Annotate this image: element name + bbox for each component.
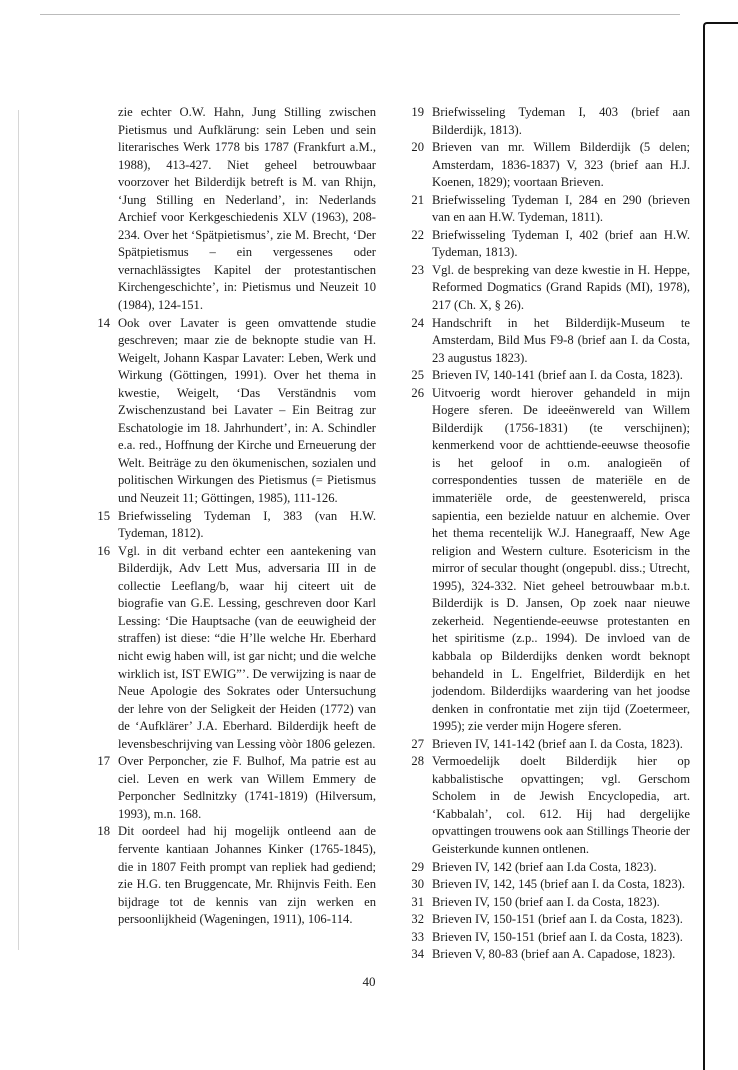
footnote-number: 34 <box>411 947 424 962</box>
footnote-text: Brieven IV, 142 (brief aan I.da Costa, 1823). <box>432 859 657 874</box>
footnote-number: 28 <box>411 754 424 769</box>
footnote-text: Brieven V, 80-83 (brief aan A. Capadose, 1823). <box>432 947 676 962</box>
footnote-number: 31 <box>411 894 424 909</box>
page-number: 40 <box>362 974 376 989</box>
footnote-number: 29 <box>411 859 424 874</box>
footnote-16 <box>86 543 376 754</box>
footnotes-left-column <box>86 104 376 929</box>
footnote-number: 23 <box>411 262 424 277</box>
footnote-15 <box>86 508 376 543</box>
footnote-21 <box>400 192 690 227</box>
footnote-text: Briefwisseling Tydeman I, 403 (brief aan Bilderdijk, 1813). <box>432 105 690 137</box>
footnote-number: 22 <box>411 227 424 242</box>
footnote-text: Handschrift in het Bilderdijk-Museum te Amsterdam, Bild Mus F9-8 (brief aan I. da Costa, 23 augustus 1823). <box>432 315 690 365</box>
footnote-27 <box>400 736 690 754</box>
footnote-number: 24 <box>411 315 424 330</box>
footnote-number: 27 <box>411 736 424 751</box>
scan-edge-left <box>18 110 19 950</box>
footnote-number: 20 <box>411 140 424 155</box>
footnote-23 <box>400 262 690 315</box>
footnote-17 <box>86 753 376 823</box>
footnote-14 <box>86 315 376 508</box>
footnote-number: 25 <box>411 368 424 383</box>
footnote-number: 18 <box>97 824 110 839</box>
footnote-text: Brieven IV, 150 (brief aan I. da Costa, 1823). <box>432 894 660 909</box>
footnote-number: 21 <box>411 192 424 207</box>
footnote-text: zie echter O.W. Hahn, Jung Stilling zwischen Pietismus und Aufklärung: sein Leben und sein literarisches Werk 1778 bis 1787 (Frankfurt a.M., 1988), 413-427. Niet geheel betrouwbaar voorzover het Bilderdijk betreft is M. van Rhijn, ‘Jung Stilling en Nederland’, in: Nederlands Archief voor Kerkgeschiedenis XLV (1963), 208-234. Over het ‘Spätpietismus’, zie M. Brecht, ‘Der Spätpietismus – ein vergessenes oder vernachlässigtes Kapitel der protestantischen Kirchengeschichte’, in: Pietismus und Neuzeit 10 (1984), 124-151. <box>118 105 376 313</box>
footnote-number: 17 <box>97 754 110 769</box>
footnote-number: 14 <box>97 315 110 330</box>
footnote-22 <box>400 227 690 262</box>
scan-edge-top <box>40 14 680 15</box>
footnote-25 <box>400 367 690 385</box>
page-corner-shadow <box>703 22 738 1070</box>
footnote-20 <box>400 139 690 192</box>
footnote-18 <box>86 823 376 928</box>
footnote-text: Brieven IV, 150-151 (brief aan I. da Costa, 1823). <box>432 929 683 944</box>
footnote-19 <box>400 104 690 139</box>
footnote-text: Vgl. in dit verband echter een aantekening van Bilderdijk, Adv Lett Mus, adversaria III in de collectie Leeflang/b, waar hij citeert uit de biografie van G.E. Lessing, geschreven door Karl Lessing: ‘Die Hauptsache (van de eeuwigheid der straffen) ist diese: “die H’lle welche Hr. Eberhard nicht ewig haben will, ist gar nicht; und die welche wirklich ist, IST EWIG”’. De verwijzing is naar de Neue Apologie des Sokrates oder Untersuchung der lehre von der Seligkeit der Heiden (1772) van de ‘Aufklärer’ J.A. Eberhard. Bilderdijk heeft de levensbeschrijving van Lessing vòòr 1806 gelezen. <box>118 543 376 751</box>
footnote-text: Brieven IV, 141-142 (brief aan I. da Costa, 1823). <box>432 736 683 751</box>
footnote-text: Brieven IV, 140-141 (brief aan I. da Costa, 1823). <box>432 368 683 383</box>
footnote-number: 16 <box>97 543 110 558</box>
footnote-number: 30 <box>411 877 424 892</box>
footnote-text: Dit oordeel had hij mogelijk ontleend aan de fervente kantiaan Johannes Kinker (1765-1845), die in 1807 Feith prompt van repliek had gediend; zie H.G. ten Bruggencate, Mr. Rhijnvis Feith. Een bijdrage tot de kennis van zijn werken en persoonlijkheid (Wageningen, 1911), 106-114. <box>118 824 376 927</box>
footnote-text: Briefwisseling Tydeman I, 284 en 290 (brieven van en aan H.W. Tydeman, 1811). <box>432 192 690 225</box>
footnote-26 <box>400 385 690 736</box>
footnote-text: Over Perponcher, zie F. Bulhof, Ma patrie est au ciel. Leven en werk van Willem Emmery de Perponcher Sedlnitzky (1741-1819) (Hilversum, 1993), m.n. 168. <box>118 754 376 821</box>
footnote-text: Brieven IV, 142, 145 (brief aan I. da Costa, 1823). <box>432 877 685 892</box>
footnote-30 <box>400 876 690 894</box>
footnote-34 <box>400 946 690 964</box>
footnote-13-continuation <box>86 104 376 315</box>
footnote-24 <box>400 315 690 368</box>
footnote-33 <box>400 929 690 947</box>
footnote-text: Ook over Lavater is geen omvattende studie geschreven; maar zie de beknopte studie van H. Weigelt, Johann Kaspar Lavater: Leben, Werk und Wirkung (Göttingen, 1991). Over het thema in kwestie, Weigelt, ‘Das Verständnis vom Zwischenzustand bei Lavater – Ein Beitrag zur Eschatologie im 18. Jahrhundert’, in: A. Schindler e.a. red., Hoffnung der Kirche und Erneuerung der Welt. Beiträge zu den ökumenischen, sozialen und politischen Wirkungen des Pietismus (= Pietismus und Neuzeit 11; Göttingen, 1985), 111-126. <box>118 315 376 506</box>
footnote-29 <box>400 859 690 877</box>
footnote-32 <box>400 911 690 929</box>
footnote-text: Vgl. de bespreking van deze kwestie in H. Heppe, Reformed Dogmatics (Grand Rapids (MI), 1978), 217 (Ch. X, § 26). <box>432 262 690 313</box>
footnote-text: Vermoedelijk doelt Bilderdijk hier op kabbalistische opvattingen; vgl. Gerschom Scholem in de Jewish Encyclopedia, art. ‘Kabbalah’, col. 612. Hij had dergelijke opvattingen trouwens ook aan Stillings Theorie der Geisterkunde kunnen ontlenen. <box>432 754 690 856</box>
footnote-text: Uitvoerig wordt hierover gehandeld in mijn Hogere sferen. De ideeënwereld van Willem Bilderdijk (1756-1831) (te verschijnen); kenmerkend voor de achttiende-eeuwse theosofie is het geloof in o.m. analogieën of correspondenties tussen de materiële en de immateriële orde, de geestenwereld, prisca sapientia, een bezielde natuur en alchemie. Over het thema recentelijk W.J. Hanegraaff, New Age religion and Western culture. Esotericism in the mirror of secular thought (ongepubl. diss.; Utrecht, 1995), 324-332. Niet geheel betrouwbaar m.b.t. Bilderdijk is D. Jansen, Op zoek naar nieuwe zekerheid. Negentiende-eeuwse protestanten en het spiritisme (z.p.. 1994). De invloed van de kabbala op Bilderdijks denken wordt beknopt behandeld in L. Engelfriet, Bilderdijk en het jodendom. Bilderdijks waardering van het joodse denken in confrontatie met zijn tijd (Zoetermeer, 1995); zie verder mijn Hogere sferen. <box>432 385 690 734</box>
footnote-number: 19 <box>411 105 424 119</box>
footnote-28 <box>400 753 690 858</box>
footnote-text: Brieven van mr. Willem Bilderdijk (5 delen; Amsterdam, 1836-1837) V, 323 (brief aan H.J. Koenen, 1829); voortaan Brieven. <box>432 140 690 190</box>
footnote-number: 26 <box>411 385 424 400</box>
footnote-number: 15 <box>97 508 110 523</box>
footnote-number: 33 <box>411 929 424 944</box>
footnotes-right-column <box>400 104 690 964</box>
footnote-text: Briefwisseling Tydeman I, 402 (brief aan H.W. Tydeman, 1813). <box>432 227 690 260</box>
footnote-text: Brieven IV, 150-151 (brief aan I. da Costa, 1823). <box>432 912 683 927</box>
footnote-text: Briefwisseling Tydeman I, 383 (van H.W. Tydeman, 1812). <box>118 508 376 541</box>
footnote-number: 32 <box>411 912 424 927</box>
footnote-31 <box>400 894 690 912</box>
